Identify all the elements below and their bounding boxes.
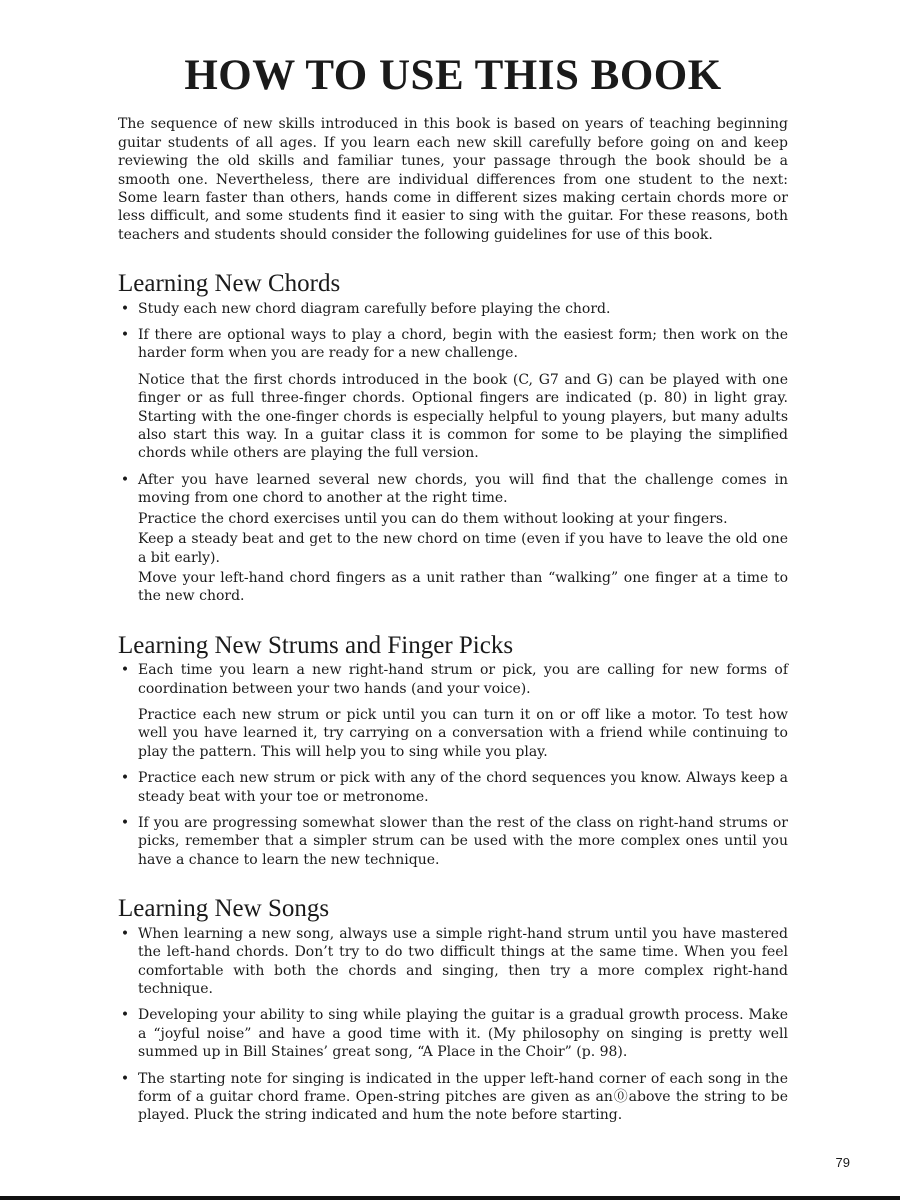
bullet-text: Developing your ability to sing while playing the guitar is a gradual growth process. Make a “joyful noise” and have a good time with it. (My philosophy on singing is pretty well summed up in Bill Staines’ great song, “A Place in the Choir” (p. 98). <box>138 1007 788 1061</box>
bullet-icon: • <box>120 925 130 942</box>
section-learning-new-chords <box>118 270 788 606</box>
bullet-item <box>118 471 788 606</box>
bullet-text: The starting note for singing is indicated in the upper left-hand corner of each song in the form of a guitar chord frame. Open-string pitches are given as an⓪above the string to be played. Pluck the string indicated and hum the note before starting. <box>138 1070 788 1124</box>
page-number: 79 <box>835 1155 850 1170</box>
sub-paragraph: Practice each new strum or pick until you can turn it on or off like a motor. To test how well you have learned it, try carrying on a conversation with a friend while continuing to play the pattern. This will help you to sing while you play. <box>138 707 788 760</box>
section-heading: Learning New Strums and Finger Picks <box>118 631 514 659</box>
sub-paragraph: Notice that the first chords introduced in the book (C, G7 and G) can be played with one finger or as full three-finger chords. Optional fingers are indicated (p. 80) in light gray. Starting with the one-finger chords is especially helpful to young players, but many adults also start this way. In a guitar class it is common for some to be playing the simplified chords while others are playing the full version. <box>138 371 788 462</box>
bullet-text: Each time you learn a new right-hand strum or pick, you are calling for new forms of coordination between your two hands (and your voice). <box>138 662 788 697</box>
sub-paragraph: Keep a steady beat and get to the new chord on time (even if you have to leave the old one a bit early). <box>138 531 788 566</box>
bullet-item <box>118 925 788 999</box>
bullet-item <box>118 1070 788 1125</box>
section-heading: Learning New Songs <box>118 895 330 923</box>
section-learning-new-songs <box>118 895 788 1125</box>
section-learning-new-strums <box>118 632 788 870</box>
bullet-item <box>118 300 788 318</box>
bullet-text: If you are progressing somewhat slower than the rest of the class on right-hand strums or picks, remember that a simpler strum can be used with the more complex ones until you have a chance to learn the new technique. <box>138 815 788 868</box>
bullet-icon: • <box>120 471 130 488</box>
bullet-text: Study each new chord diagram carefully before playing the chord. <box>138 300 611 317</box>
sub-paragraph: Practice the chord exercises until you can do them without looking at your fingers. <box>138 510 728 527</box>
bullet-text: When learning a new song, always use a simple right-hand strum until you have mastered the left-hand chords. Don’t try to do two difficult things at the same time. When you feel comfortable with both the chords and singing, then try a more complex right-hand technique. <box>138 925 788 998</box>
bullet-item <box>118 661 788 761</box>
section-heading: Learning New Chords <box>118 270 341 298</box>
bullet-text: After you have learned several new chords, you will find that the challenge comes in moving from one chord to another at the right time. <box>138 471 788 507</box>
bullet-list <box>118 661 788 869</box>
bullet-icon: • <box>120 1007 130 1024</box>
bullet-item <box>118 326 788 463</box>
bullet-icon: • <box>120 300 130 317</box>
bullet-icon: • <box>120 770 130 787</box>
bullet-text: Practice each new strum or pick with any of the chord sequences you know. Always keep a steady beat with your toe or metronome. <box>138 770 788 805</box>
bullet-item <box>118 1006 788 1061</box>
bottom-border <box>0 1196 900 1200</box>
bullet-text: If there are optional ways to play a chord, begin with the easiest form; then work on the harder form when you are ready for a new challenge. <box>138 327 788 362</box>
intro-paragraph: The sequence of new skills introduced in this book is based on years of teaching beginning guitar students of all ages. If you learn each new skill carefully before going on and keep reviewing the old skills and familiar tunes, your passage through the book should be a smooth one. Nevertheless, there are individual differences from one student to the next: Some learn faster than others, hands come in different sizes making certain chords more or less difficult, and some students find it easier to sing with the guitar. For these reasons, both teachers and students should consider the following guidelines for use of this book. <box>118 116 788 243</box>
bullet-list <box>118 925 788 1125</box>
bullet-item <box>118 769 788 806</box>
sub-paragraph: Move your left-hand chord fingers as a unit rather than “walking” one finger at a time to the new chord. <box>138 569 788 605</box>
bullet-list <box>118 300 788 606</box>
bullet-icon: • <box>120 327 130 344</box>
page-title: HOW TO USE THIS BOOK <box>184 52 722 99</box>
bullet-icon: • <box>120 815 130 832</box>
bullet-item <box>118 814 788 869</box>
bullet-icon: • <box>120 662 130 679</box>
bullet-icon: • <box>120 1070 130 1087</box>
